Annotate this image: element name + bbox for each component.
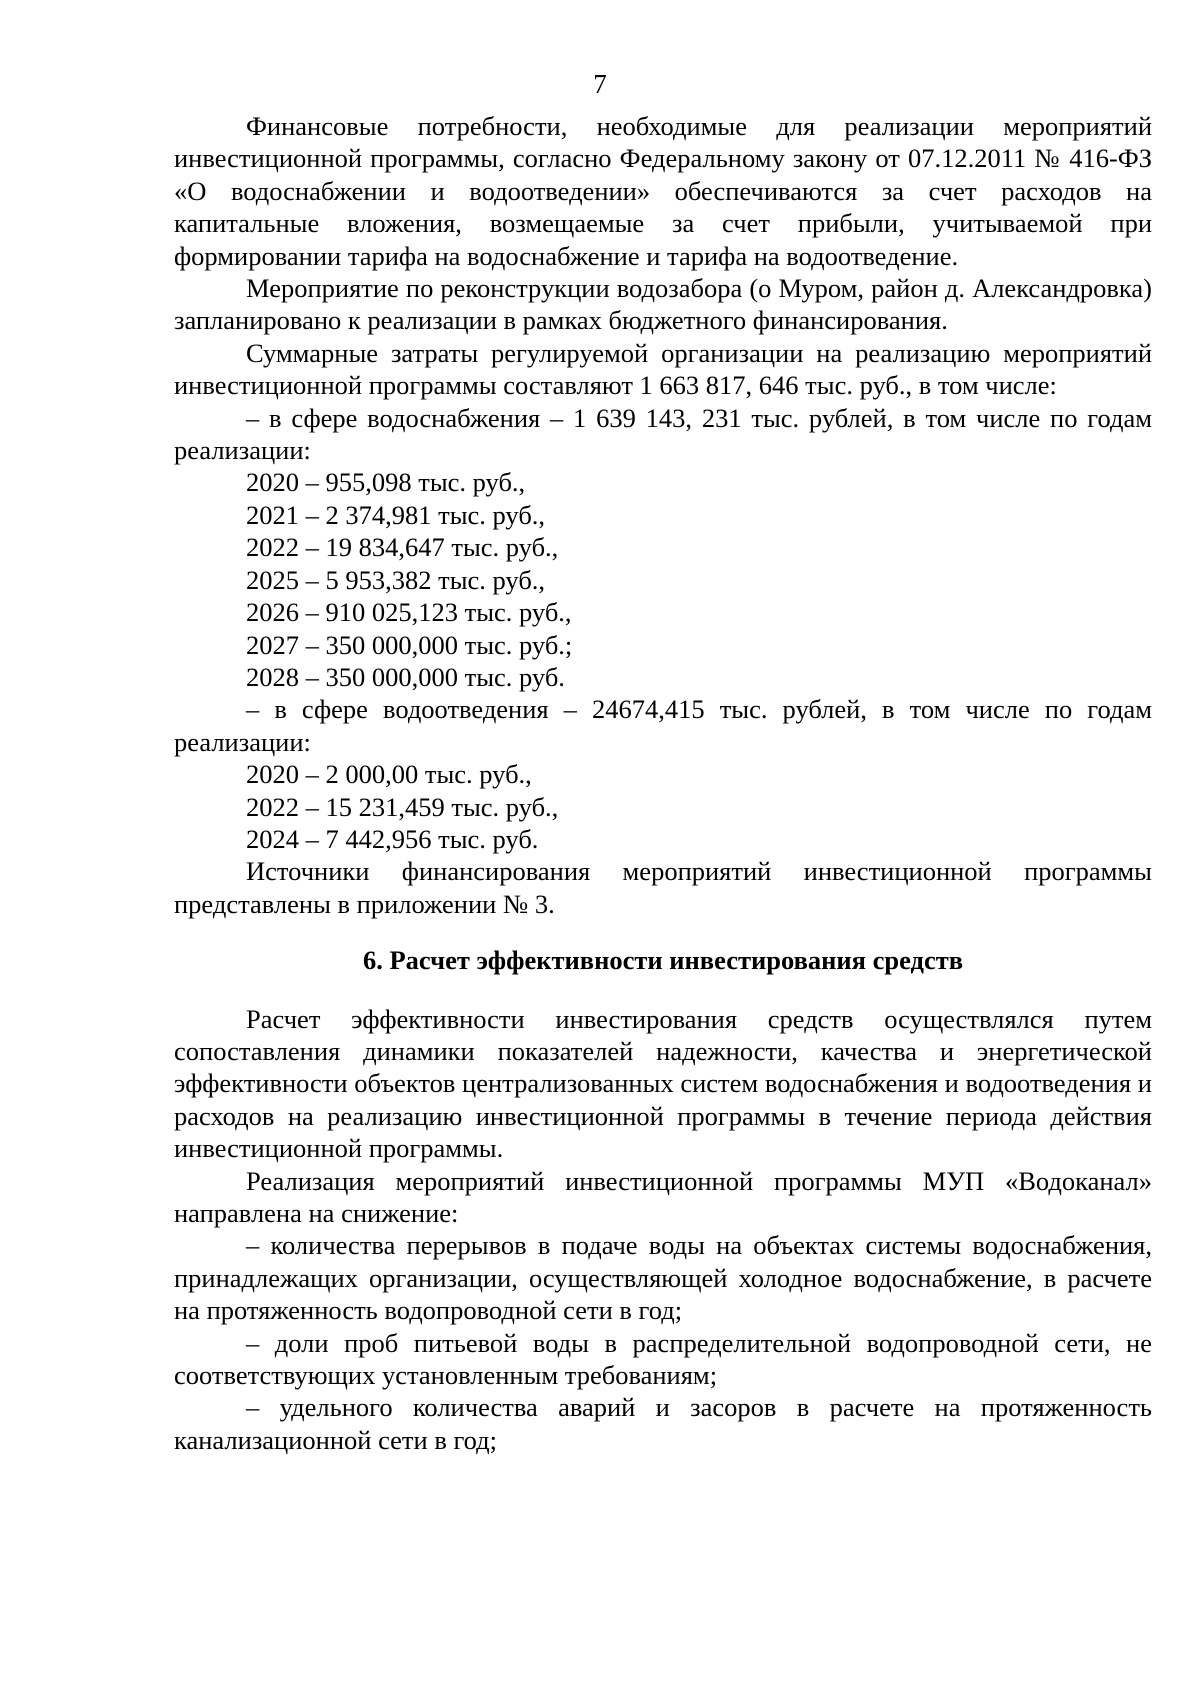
water-supply-year-item: 2025 – 5 953,382 тыс. руб.,	[246, 564, 546, 595]
water-supply-year-item: 2027 – 350 000,000 тыс. руб.;	[246, 629, 573, 660]
water-supply-year-item: 2028 – 350 000,000 тыс. руб.	[246, 661, 565, 692]
paragraph-financial-needs: Финансовые потребности, необходимые для реализации мероприятий инвестиционной программы, согласно Федеральному закону от 07.12.2011 № 416-ФЗ «О водоснабжении и водоотведении» обеспечиваются за счет расходов на капитальные вложения, возмещаемые за счет прибыли, учитываемой при формировании тарифа на водоснабжение и тарифа на водоотведение.	[174, 111, 1152, 271]
water-supply-year-item: 2020 – 955,098 тыс. руб.,	[246, 467, 526, 498]
paragraph-reconstruction: Мероприятие по реконструкции водозабора (о Муром, район д. Александровка) запланировано к реализации в рамках бюджетного финансирования.	[174, 273, 1152, 336]
water-supply-year-item: 2026 – 910 025,123 тыс. руб.,	[246, 597, 572, 628]
section-heading: 6. Расчет эффективности инвестирования средств	[362, 945, 964, 976]
water-supply-year-item: 2022 – 19 834,647 тыс. руб.,	[246, 532, 559, 563]
paragraph-program-goals: Реализация мероприятий инвестиционной программы МУП «Водоканал» направлена на снижение:	[174, 1165, 1152, 1228]
paragraph-funding-sources: Источники финансирования мероприятий инвестиционной программы представлены в приложении № 3.	[174, 856, 1152, 919]
document-body	[174, 110, 1152, 1456]
paragraph-sewerage: – в сфере водоотведения – 24674,415 тыс. рублей, в том числе по годам реализации:	[174, 694, 1152, 757]
list-item-accidents: – удельного количества аварий и засоров в расчете на протяженность канализационной сети в год;	[174, 1392, 1152, 1455]
paragraph-water-supply: – в сфере водоснабжения – 1 639 143, 231 тыс. рублей, в том числе по годам реализации:	[174, 402, 1152, 466]
sewerage-year-item: 2020 – 2 000,00 тыс. руб.,	[246, 759, 532, 790]
water-supply-year-item: 2021 – 2 374,981 тыс. руб.,	[246, 499, 546, 530]
page-number: 7	[593, 69, 607, 99]
list-item-interruptions: – количества перерывов в подаче воды на объектах системы водоснабжения, принадлежащих организации, осуществляющей холодное водоснабжение, в расчете на протяженность водопроводной сети в год;	[174, 1230, 1152, 1326]
list-item-water-samples: – доли проб питьевой воды в распределительной водопроводной сети, не соответствующих установленным требованиям;	[174, 1327, 1152, 1391]
paragraph-total-costs: Суммарные затраты регулируемой организации на реализацию мероприятий инвестиционной программы составляют 1 663 817, 646 тыс. руб., в том числе:	[174, 337, 1152, 401]
paragraph-efficiency-calculation: Расчет эффективности инвестирования средств осуществлялся путем сопоставления динамики показателей надежности, качества и энергетической эффективности объектов централизованных систем водоснабжения и водоотведения и расходов на реализацию инвестиционной программы в течение периода действия инвестиционной программы.	[174, 1003, 1152, 1164]
sewerage-year-item: 2024 – 7 442,956 тыс. руб.	[246, 823, 539, 854]
sewerage-year-item: 2022 – 15 231,459 тыс. руб.,	[246, 791, 559, 822]
